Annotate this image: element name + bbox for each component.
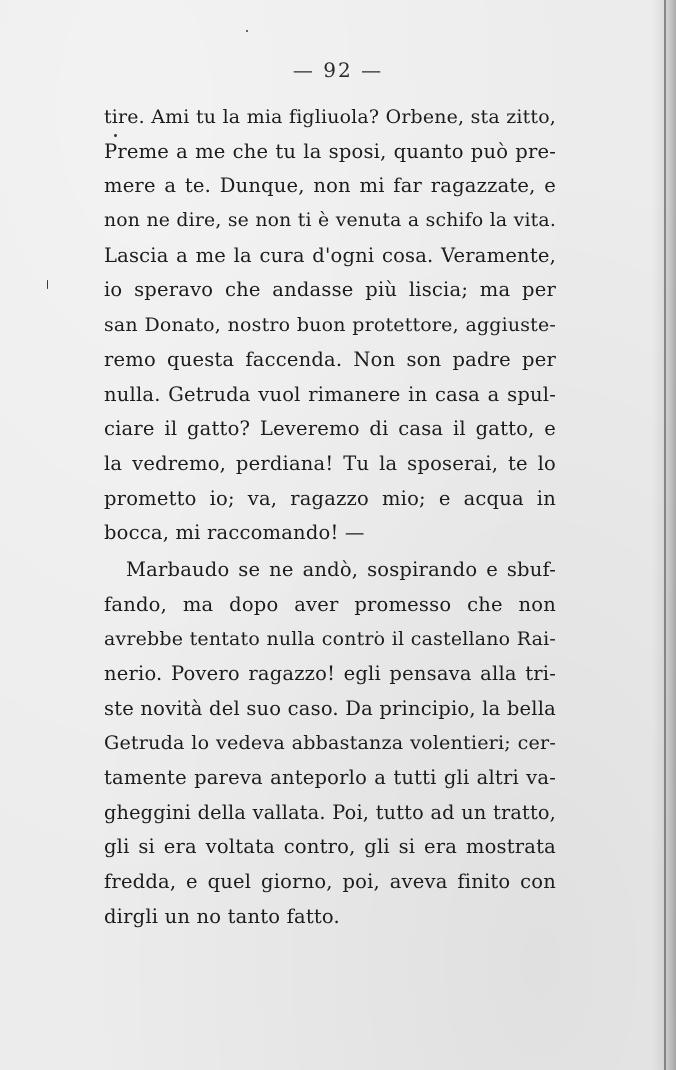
text-line: la vedremo, perdiana! Tu la sposerai, te lo: [104, 451, 556, 475]
page-number: — 92 —: [292, 58, 384, 82]
paragraph-1: [104, 100, 556, 551]
body-text: [104, 100, 556, 935]
text-line: bocca, mi raccomando! —: [104, 521, 365, 545]
text-line: io speravo che andasse più liscia; ma per: [104, 278, 556, 302]
text-line: Marbaudo se ne andò, sospirando e sbuf-: [126, 557, 556, 581]
paper-speck: [47, 280, 48, 289]
text-line: avrebbe tentato nulla contro il castellano Rai-: [104, 628, 556, 651]
text-line: tire. Ami tu la mia figliuola? Orbene, sta zitto,: [104, 106, 556, 128]
text-line: tamente pareva anteporlo a tutti gli altri va-: [104, 766, 556, 790]
text-line: Lascia a me la cura d'ogni cosa. Veramente,: [104, 243, 556, 267]
text-line: nerio. Povero ragazzo! egli pensava alla tri-: [104, 662, 556, 685]
text-line: Preme a me che tu la sposi, quanto può pre-: [104, 139, 556, 163]
text-line: prometto io; va, ragazzo mio; e acqua in: [104, 486, 556, 510]
text-line: gli si era voltata contro, gli si era mostrata: [104, 835, 556, 859]
paper-speck: [246, 30, 248, 32]
page-edge-line: [664, 0, 666, 1070]
text-line: non ne dire, se non ti è venuta a schifo la vita.: [104, 210, 556, 232]
text-line: fando, ma dopo aver promesso che non: [104, 592, 556, 616]
text-line: san Donato, nostro buon protettore, aggiuste-: [104, 314, 556, 337]
text-line: nulla. Getruda vuol rimanere in casa a spul-: [104, 382, 556, 406]
text-line: Getruda lo vedeva abbastanza volentieri; cer-: [104, 731, 556, 755]
text-line: ciare il gatto? Leveremo di casa il gatto, e: [104, 417, 556, 441]
text-line: remo questa faccenda. Non son padre per: [104, 347, 556, 371]
text-line: mere a te. Dunque, non mi far ragazzate, e: [104, 174, 556, 198]
text-line: gheggini della vallata. Poi, tutto ad un tratto,: [104, 800, 556, 824]
text-line: dirgli un no tanto fatto.: [104, 904, 340, 928]
paragraph-2: [104, 553, 556, 935]
text-line: fredda, e quel giorno, poi, aveva finito con: [104, 870, 556, 894]
text-line: ste novità del suo caso. Da principio, la bella: [104, 696, 556, 720]
